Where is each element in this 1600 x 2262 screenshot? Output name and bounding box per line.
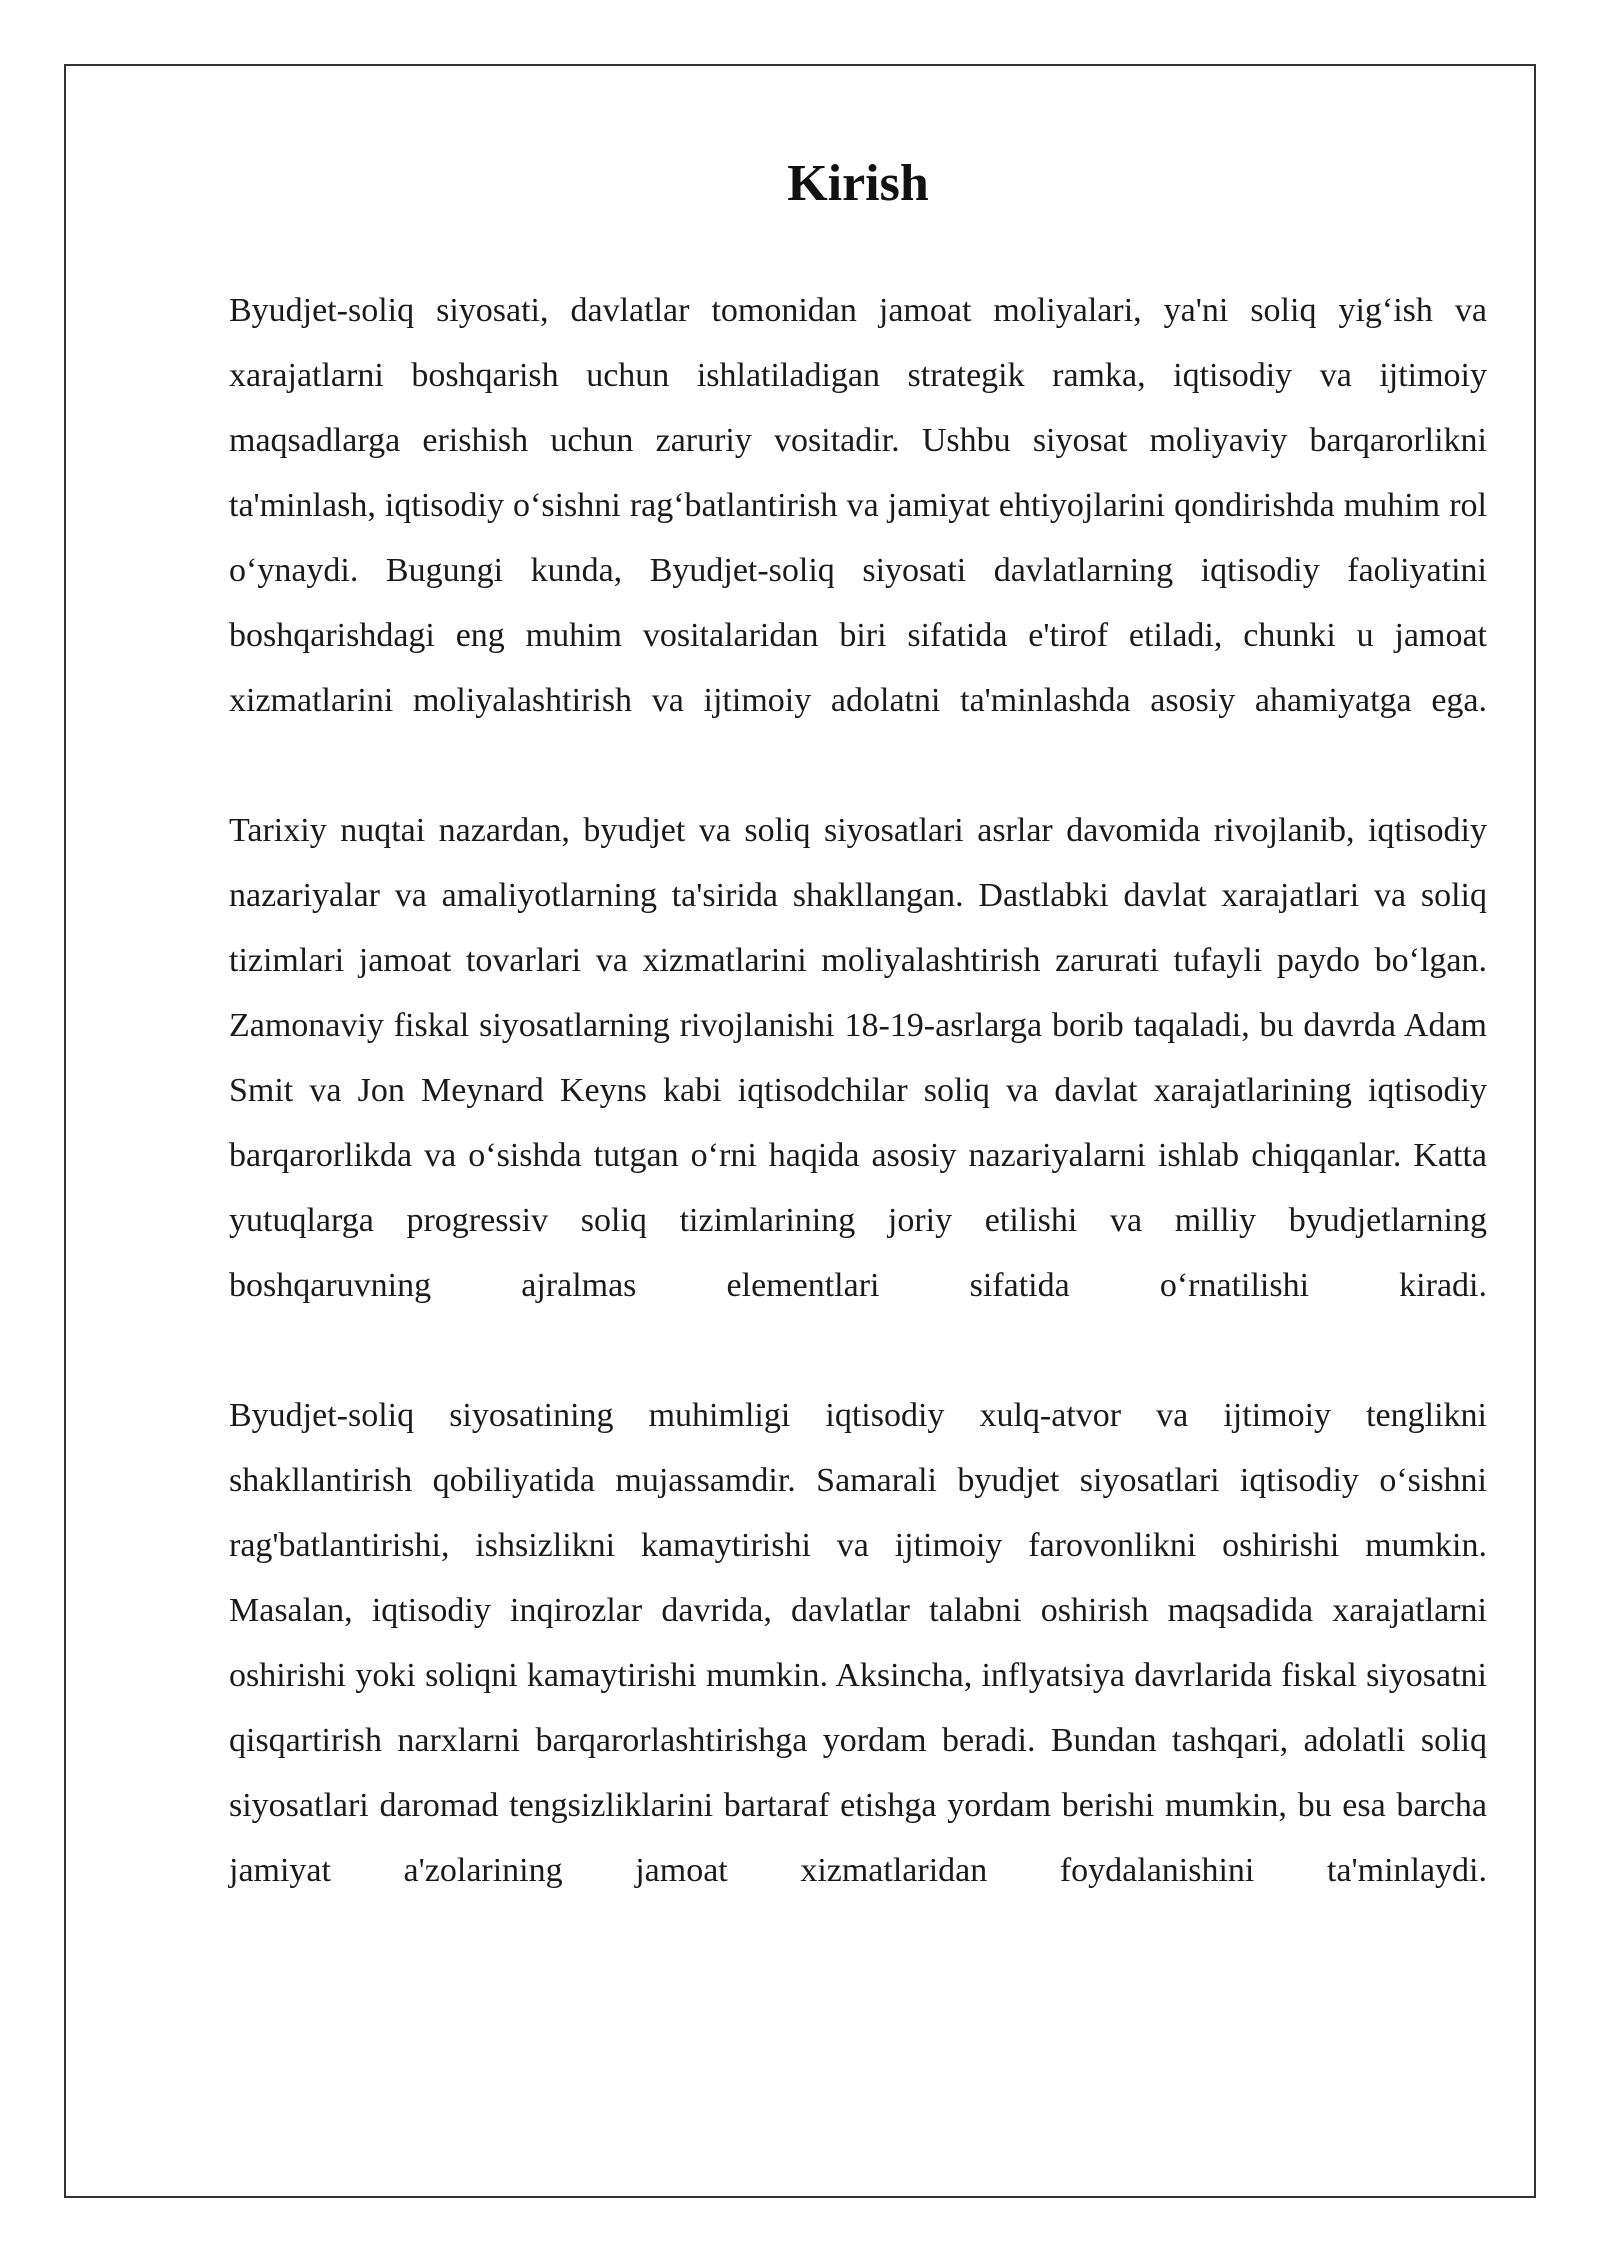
paragraph-intro: Byudjet-soliq siyosati, davlatlar tomonidan jamoat moliyalari, ya'ni soliq yig‘ish va xarajatlarni boshqarish uchun ishlatiladigan strategik ramka, iqtisodiy va ijtimoiy maqsadlarga erishish uchun zaruriy vositadir. Ushbu siyosat moliyaviy barqarorlikni ta'minlash, iqtisodiy o‘sishni rag‘batlantirish va jamiyat ehtiyojlarini qondirishda muhim rol o‘ynaydi. Bugungi kunda, Byudjet-soliq siyosati davlatlarning iqtisodiy faoliyatini boshqarishdagi eng muhim vositalaridan biri sifatida e'tirof etiladi, chunki u jamoat xizmatlarini moliyalashtirish va ijtimoiy adolatni ta'minlashda asosiy ahamiyatga ega. <box>229 292 1487 719</box>
paragraph-importance: Byudjet-soliq siyosatining muhimligi iqtisodiy xulq-atvor va ijtimoiy tenglikni shakllantirish qobiliyatida mujassamdir. Samarali byudjet siyosatlari iqtisodiy o‘sishni rag'batlantirishi, ishsizlikni kamaytirishi va ijtimoiy farovonlikni oshirishi mumkin. Masalan, iqtisodiy inqirozlar davrida, davlatlar talabni oshirish maqsadida xarajatlarni oshirishi yoki soliqni kamaytirishi mumkin. Aksincha, inflyatsiya davrlarida fiskal siyosatni qisqartirish narxlarni barqarorlashtirishga yordam beradi. Bundan tashqari, adolatli soliq siyosatlari daromad tengsizliklarini bartaraf etishga yordam berishi mumkin, bu esa barcha jamiyat a'zolarining jamoat xizmatlaridan foydalanishini ta'minlaydi. <box>229 1397 1487 1889</box>
page-title: Kirish <box>787 155 929 212</box>
paragraph-history: Tarixiy nuqtai nazardan, byudjet va soliq siyosatlari asrlar davomida rivojlanib, iqtisodiy nazariyalar va amaliyotlarning ta'sirida shakllangan. Dastlabki davlat xarajatlari va soliq tizimlari jamoat tovarlari va xizmatlarini moliyalashtirish zarurati tufayli paydo bo‘lgan. Zamonaviy fiskal siyosatlarning rivojlanishi 18-19-asrlarga borib taqaladi, bu davrda Adam Smit va Jon Meynard Keyns kabi iqtisodchilar soliq va davlat xarajatlarining iqtisodiy barqarorlikda va o‘sishda tutgan o‘rni haqida asosiy nazariyalarni ishlab chiqqanlar. Katta yutuqlarga progressiv soliq tizimlarining joriy etilishi va milliy byudjetlarning boshqaruvning ajralmas elementlari sifatida o‘rnatilishi kiradi. <box>229 812 1487 1304</box>
document-body <box>229 150 1487 1903</box>
